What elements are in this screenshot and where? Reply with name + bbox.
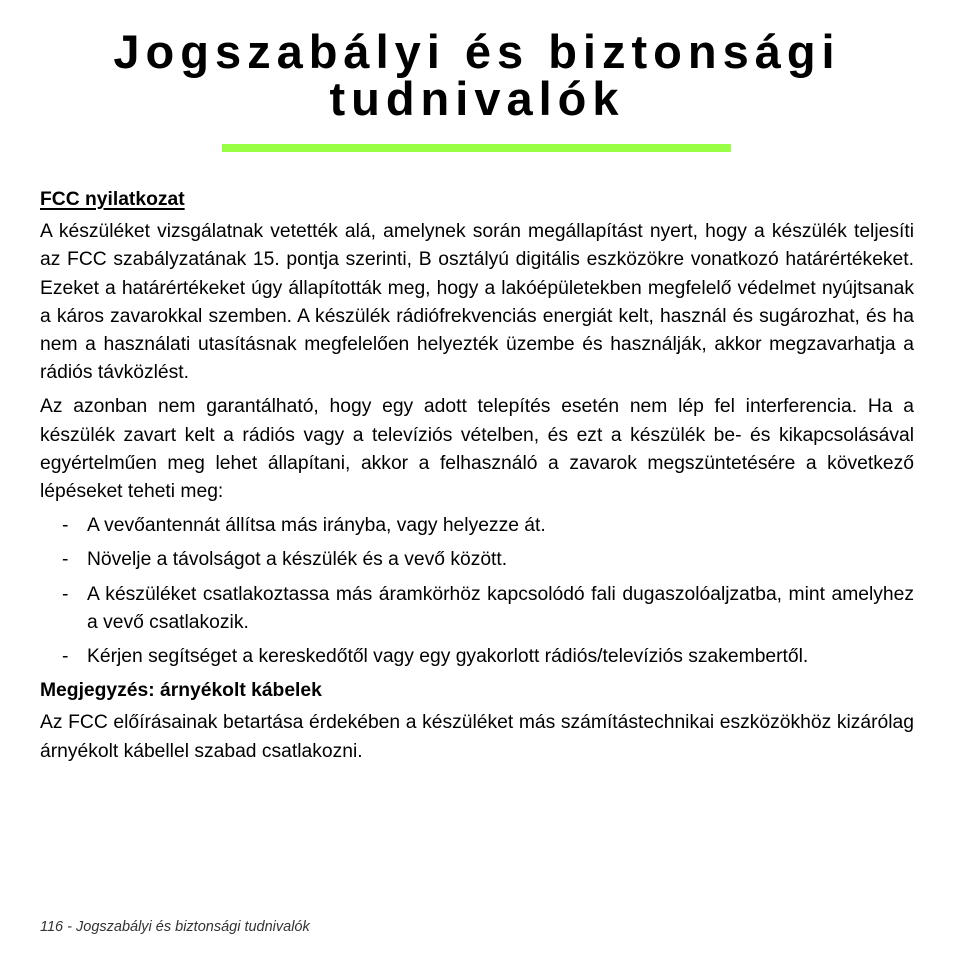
page-title-line-2: tudnivalók xyxy=(329,72,625,125)
page-content xyxy=(40,186,914,772)
fcc-steps-list xyxy=(40,512,914,671)
shielded-cables-heading: Megjegyzés: árnyékolt kábelek xyxy=(40,680,322,702)
list-item-text: A készüléket csatlakoztassa más áramkörhöz kapcsolódó fali dugaszolóaljzatba, mint amelyhez a vevő csatlakozik. xyxy=(87,583,914,633)
shielded-cables-paragraph: Az FCC előírásainak betartása érdekében a készüléket más számítástechnikai eszközökhöz kizárólag árnyékolt kábellel szabad csatlakozni. xyxy=(40,712,914,762)
bullet-dash: - xyxy=(62,515,69,537)
bullet-dash: - xyxy=(62,549,69,571)
fcc-paragraph-2: Az azonban nem garantálható, hogy egy adott telepítés esetén nem lép fel interferencia. Ha a készülék zavart kelt a rádiós vagy a televíziós vételben, és ezt a készülék be- és kikapcsolásával egyértelműen meg lehet állapítani, akkor a felhasználó a zavarok megszüntetésére a következő lépéseket teheti meg: xyxy=(40,396,914,503)
list-item-text: Növelje a távolságot a készülék és a vevő között. xyxy=(87,549,508,571)
page-title-line-1: Jogszabályi és biztonsági xyxy=(113,25,841,78)
bullet-dash: - xyxy=(62,646,69,668)
list-item xyxy=(40,512,914,540)
page-title xyxy=(0,25,954,125)
list-item-text: Kérjen segítséget a kereskedőtől vagy egy gyakorlott rádiós/televíziós szakembertől. xyxy=(87,646,809,668)
fcc-section-heading: FCC nyilatkozat xyxy=(40,189,185,210)
list-item xyxy=(40,581,914,637)
list-item-text: A vevőantennát állítsa más irányba, vagy helyezze át. xyxy=(87,515,546,537)
page-footer: 116 - Jogszabályi és biztonsági tudnivalók xyxy=(40,919,310,935)
list-item xyxy=(40,643,914,671)
title-underline-bar xyxy=(222,144,731,152)
list-item xyxy=(40,546,914,574)
bullet-dash: - xyxy=(62,583,69,605)
fcc-paragraph-1: A készüléket vizsgálatnak vetették alá, amelynek során megállapítást nyert, hogy a készülék teljesíti az FCC szabályzatának 15. pontja szerinti, B osztályú digitális eszközökre vonatkozó határértékeket. Ezeket a határértékeket úgy állapították meg, hogy a lakóépületekben megfelelő védelmet nyújtsanak a káros zavarokkal szemben. A készülék rádiófrekvenciás energiát kelt, használ és sugározhat, és ha nem a használati utasításnak megfelelően helyezték üzembe és használják, akkor megzavarhatja a rádiós távközlést. xyxy=(40,221,914,384)
